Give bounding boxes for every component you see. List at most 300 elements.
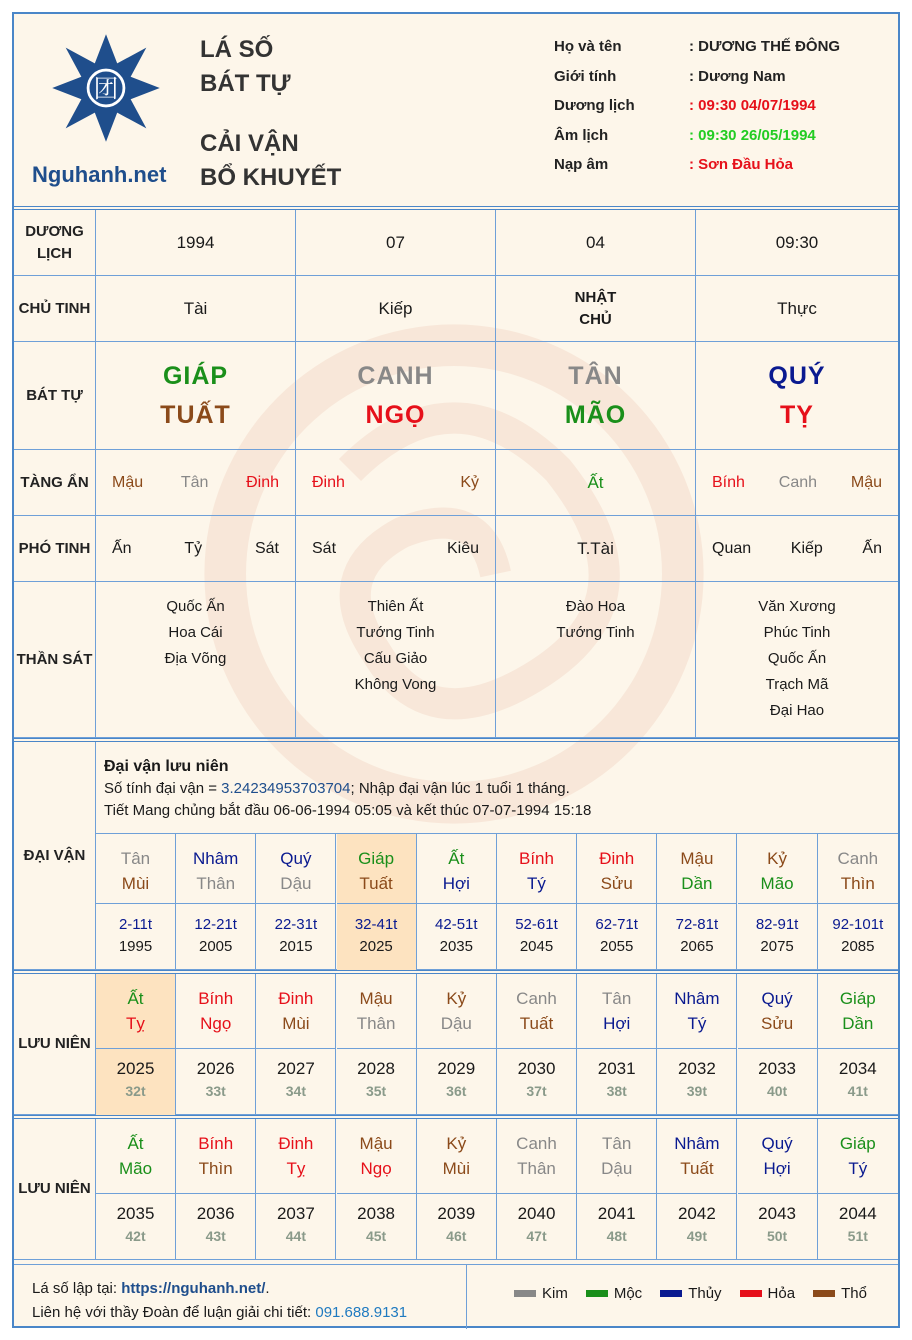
annual-age: 45t <box>365 1228 387 1244</box>
deity-stack <box>165 594 227 672</box>
annual-pillar[interactable] <box>818 1119 898 1260</box>
luck-stem: Tân <box>120 849 151 868</box>
solar-value: 07 <box>296 210 496 275</box>
luck-age: 92-101t <box>832 916 884 933</box>
luck-age: 22-31t <box>274 916 318 933</box>
deity-name: Tướng Tinh <box>356 624 435 641</box>
luck-year: 1995 <box>118 938 153 955</box>
main-star: Kiếp <box>296 276 496 341</box>
title-line-2: BÁT TỰ <box>200 70 291 97</box>
annual-pillar[interactable] <box>176 974 256 1115</box>
annual-age: 35t <box>365 1083 387 1099</box>
annual-divider <box>818 1193 898 1194</box>
annual-divider <box>337 1193 416 1194</box>
line1-value: 3.24234953703704 <box>221 780 351 797</box>
secondary-star: Quan <box>712 539 752 557</box>
row-pho-tinh-label: PHÓ TINH <box>14 516 96 581</box>
annual-pillar[interactable] <box>256 974 336 1115</box>
annual-pillar[interactable] <box>497 974 577 1115</box>
annual-year: 2027 <box>276 1059 315 1078</box>
title-line-4: BỔ KHUYẾT <box>200 164 342 191</box>
annual-age: 46t <box>446 1228 467 1244</box>
deity-list <box>496 582 696 737</box>
row-luu-nien_2 <box>14 1119 898 1260</box>
secondary-star-group <box>296 540 495 558</box>
annual-stem: Giáp <box>839 989 876 1008</box>
annual-stem: Giáp <box>839 1134 876 1153</box>
row-tang-an-label: TÀNG ẨN <box>14 450 96 515</box>
row-luu-nien_1-label: LƯU NIÊN <box>14 974 96 1114</box>
luck-pillar[interactable] <box>337 834 417 904</box>
luck-pillar[interactable] <box>577 834 657 904</box>
annual-age: 41t <box>847 1083 868 1099</box>
annual-pillar[interactable] <box>417 974 497 1115</box>
luck-year: 2085 <box>841 938 875 955</box>
annual-pillar[interactable] <box>738 1119 818 1260</box>
luck-stem: Bính <box>519 849 554 868</box>
annual-stem: Canh <box>516 989 557 1008</box>
annual-branch: Tuất <box>680 1159 714 1178</box>
row-dai-van <box>14 742 898 970</box>
person-info <box>554 38 840 186</box>
luck-year: 2025 <box>359 938 393 955</box>
info-value: : Dương Nam <box>689 67 786 85</box>
luck-stem: Nhâm <box>193 849 239 868</box>
main-star: Tài <box>96 276 296 341</box>
luck-year: 2035 <box>439 938 473 955</box>
annual-divider <box>176 1048 255 1049</box>
deity-name: Đào Hoa <box>565 598 626 615</box>
luck-age: 62-71t <box>595 916 638 933</box>
annual-branch: Ngọ <box>200 1014 232 1033</box>
secondary-stars <box>96 516 296 581</box>
deity-stack <box>355 594 437 698</box>
annual-year: 2043 <box>758 1204 796 1223</box>
annual-stem: Ất <box>127 1134 144 1153</box>
annual-age: 32t <box>125 1083 146 1099</box>
annual-divider <box>657 1048 736 1049</box>
annual-year: 2039 <box>437 1204 476 1223</box>
deity-stack <box>556 594 634 646</box>
luck-branch: Mão <box>760 874 794 893</box>
annual-age: 44t <box>285 1228 306 1244</box>
annual-stem: Bính <box>198 989 234 1008</box>
annual-age: 33t <box>205 1083 226 1099</box>
hidden-stem: Kỷ <box>460 473 479 491</box>
hidden-stem-group <box>296 474 495 492</box>
hidden-stems <box>696 450 898 515</box>
luck-period[interactable] <box>176 904 256 970</box>
horoscope-sheet <box>12 12 900 1328</box>
annual-year: 2031 <box>597 1059 636 1078</box>
annual-age: 37t <box>526 1083 547 1099</box>
annual-branch: Tỵ <box>126 1014 145 1033</box>
annual-age: 39t <box>686 1083 707 1099</box>
luck-pillar[interactable] <box>96 834 176 904</box>
annual-pillar[interactable] <box>657 1119 737 1260</box>
annual-branch: Thân <box>517 1159 556 1178</box>
hidden-stem: Mậu <box>112 473 144 491</box>
row-duong-lich-label: DƯƠNG LỊCH <box>14 210 96 275</box>
annual-stem: Canh <box>516 1134 557 1153</box>
luck-period[interactable] <box>577 904 657 970</box>
legend-label: Mộc <box>613 1285 643 1302</box>
annual-stem: Tân <box>602 989 632 1008</box>
annual-year: 2038 <box>357 1204 395 1223</box>
pillar-cell <box>296 342 496 449</box>
luck-stem: Đinh <box>599 849 635 868</box>
annual-divider <box>577 1193 656 1194</box>
annual-stem: Mậu <box>359 989 393 1008</box>
annual-divider <box>497 1193 576 1194</box>
annual-divider <box>96 1048 175 1049</box>
luck-branch: Dần <box>681 874 713 893</box>
secondary-stars <box>296 516 496 581</box>
annual-branch: Dần <box>842 1014 874 1033</box>
deity-name: Thiên Ất <box>367 598 424 615</box>
annual-divider <box>738 1193 817 1194</box>
annual-age: 43t <box>205 1228 226 1244</box>
row-tang-an <box>14 450 898 516</box>
annual-year: 2036 <box>196 1204 235 1223</box>
luck-age: 42-51t <box>435 916 478 933</box>
row-than-sat-label: THẦN SÁT <box>14 582 96 737</box>
annual-divider <box>818 1048 898 1049</box>
legend-swatch <box>813 1290 835 1297</box>
secondary-stars <box>496 516 696 581</box>
dai-van-header <box>96 742 898 834</box>
earthly-branch: NGỌ <box>365 400 426 429</box>
row-duong-lich <box>14 210 898 276</box>
annual-stem: Nhâm <box>674 1134 720 1153</box>
annual-branch: Dậu <box>601 1159 633 1178</box>
deity-list <box>96 582 296 737</box>
legend-label: Kim <box>542 1285 568 1302</box>
deity-name: Đại Hao <box>769 702 825 719</box>
hidden-stems <box>96 450 296 515</box>
row-pho-tinh <box>14 516 898 582</box>
line1-suffix: ; Nhập đại vận lúc 1 tuổi 1 tháng. <box>350 780 570 797</box>
solar-value: 09:30 <box>775 232 819 252</box>
footer <box>14 1264 898 1328</box>
luck-period[interactable] <box>96 904 176 970</box>
legend-item <box>660 1285 721 1302</box>
heavenly-stem: TÂN <box>568 361 623 390</box>
annual-pillar[interactable] <box>256 1119 336 1260</box>
header <box>14 14 898 204</box>
luck-period[interactable] <box>497 904 577 970</box>
hidden-stem-group <box>96 474 295 492</box>
annual-age: 34t <box>285 1083 306 1099</box>
luck-stem: Giáp <box>358 849 395 868</box>
svg-text:团: 团 <box>93 73 119 103</box>
luck-pillar[interactable] <box>256 834 336 904</box>
solar-value: 04 <box>496 210 696 275</box>
deity-name: Không Vong <box>354 676 437 693</box>
annual-branch: Mùi <box>282 1014 310 1033</box>
hidden-stems <box>496 450 696 515</box>
earthly-branch: TỴ <box>780 400 814 429</box>
heavenly-stem: CANH <box>357 361 434 390</box>
hidden-stem: Đinh <box>246 473 279 491</box>
legend-swatch <box>514 1290 536 1297</box>
deity-name: Cấu Giảo <box>363 650 428 667</box>
info-label: Giới tính <box>554 67 617 85</box>
annual-branch: Tý <box>687 1014 707 1033</box>
row-luu-nien_2-label: LƯU NIÊN <box>14 1119 96 1259</box>
deity-name: Quốc Ấn <box>166 598 225 615</box>
hidden-stem: Tân <box>180 473 209 491</box>
luck-branch: Thân <box>196 874 236 893</box>
annual-pillar[interactable] <box>337 1119 417 1260</box>
legend-swatch <box>660 1290 682 1297</box>
hidden-stem-group <box>696 474 898 492</box>
annual-branch: Tý <box>848 1159 868 1178</box>
annual-divider <box>657 1193 736 1194</box>
annual-age: 40t <box>766 1083 788 1099</box>
deity-name: Địa Võng <box>164 650 227 667</box>
row-dai-van-label: ĐẠI VẬN <box>14 742 96 969</box>
annual-pillar[interactable] <box>738 974 818 1115</box>
luck-stem: Quý <box>280 849 312 868</box>
line1-prefix: Số tính đại vận = <box>104 780 222 797</box>
info-label: Âm lịch <box>554 126 609 144</box>
annual-pillar[interactable] <box>96 1119 176 1260</box>
luck-year: 2005 <box>199 938 233 955</box>
info-row <box>554 38 840 68</box>
deity-name: Phúc Tinh <box>763 624 831 641</box>
annual-branch: Thìn <box>198 1159 233 1178</box>
title-line-1: LÁ SỐ <box>200 36 274 63</box>
info-value: : 09:30 26/05/1994 <box>689 126 816 144</box>
luck-age: 82-91t <box>755 916 799 933</box>
luck-stem: Kỷ <box>767 849 788 868</box>
annual-year: 2029 <box>437 1059 476 1078</box>
luck-pillar[interactable] <box>818 834 898 904</box>
deity-name: Quốc Ấn <box>767 650 827 667</box>
luck-age: 72-81t <box>675 916 719 933</box>
info-label: Dương lịch <box>554 97 635 114</box>
luck-branch: Dậu <box>280 874 312 893</box>
luck-branch: Sửu <box>600 874 633 893</box>
luck-branch: Thìn <box>840 874 875 893</box>
footer-divider <box>466 1265 467 1329</box>
annual-branch: Thân <box>356 1014 396 1033</box>
annual-stem: Quý <box>761 1134 793 1153</box>
secondary-star: Tỷ <box>184 539 203 557</box>
section-divider <box>14 1115 898 1119</box>
luck-stem: Canh <box>837 849 879 868</box>
info-value: : Sơn Đầu Hỏa <box>689 156 794 173</box>
annual-pillar[interactable] <box>657 974 737 1115</box>
annual-branch: Mùi <box>442 1159 470 1178</box>
heavenly-stem: GIÁP <box>162 361 229 390</box>
annual-pillar[interactable] <box>96 974 176 1115</box>
annual-divider <box>96 1193 175 1194</box>
luck-period[interactable] <box>417 904 497 970</box>
luck-pillar[interactable] <box>176 834 256 904</box>
luck-pillar[interactable] <box>657 834 737 904</box>
legend-item <box>813 1285 867 1302</box>
luck-year: 2045 <box>519 938 554 955</box>
annual-stem: Ất <box>127 989 144 1008</box>
legend-swatch <box>740 1290 762 1297</box>
solar-value: 1994 <box>96 210 296 275</box>
secondary-star: Sát <box>254 539 279 557</box>
brand-name: Nguhanh.net <box>32 162 167 187</box>
deity-list <box>296 582 496 737</box>
annual-age: 50t <box>766 1228 788 1244</box>
deity-stack <box>758 594 835 724</box>
annual-stem: Nhâm <box>674 989 720 1008</box>
annual-pillar[interactable] <box>818 974 898 1115</box>
legend-label: Thủy <box>688 1285 722 1302</box>
annual-pillar[interactable] <box>577 974 657 1115</box>
annual-branch: Hợi <box>763 1159 791 1178</box>
phone-link[interactable]: 091.688.9131 <box>315 1304 408 1321</box>
annual-year: 2041 <box>597 1204 636 1223</box>
hidden-stem: Canh <box>778 473 818 491</box>
annual-divider <box>256 1048 335 1049</box>
luck-pillar[interactable] <box>417 834 497 904</box>
luck-period[interactable] <box>337 904 417 970</box>
info-value: : DƯƠNG THẾ ĐÔNG <box>689 38 841 55</box>
hidden-stem: Bính <box>712 473 745 491</box>
legend-item <box>514 1285 568 1302</box>
hidden-stem: Mậu <box>850 473 882 491</box>
hidden-stems <box>296 450 496 515</box>
pillar-cell <box>696 342 898 449</box>
luck-period[interactable] <box>738 904 818 970</box>
secondary-star-group <box>577 539 614 559</box>
footer-suffix: . <box>265 1280 270 1297</box>
row-than-sat <box>14 582 898 738</box>
annual-branch: Tuất <box>519 1014 554 1033</box>
row-chu-tinh-label: CHỦ TINH <box>14 276 96 341</box>
annual-branch: Sửu <box>761 1014 794 1033</box>
luck-branch: Tuất <box>359 874 393 893</box>
info-row <box>554 127 840 157</box>
secondary-star: T.Tài <box>577 538 614 558</box>
legend-item <box>740 1285 796 1302</box>
annual-divider <box>497 1048 576 1049</box>
annual-year: 2042 <box>677 1204 716 1223</box>
annual-stem: Quý <box>761 989 793 1008</box>
luck-year: 2065 <box>680 938 714 955</box>
luck-period[interactable] <box>256 904 336 970</box>
annual-stem: Đinh <box>278 1134 314 1153</box>
pillar-cell <box>496 342 696 449</box>
deity-name: Trạch Mã <box>765 676 829 693</box>
annual-divider <box>256 1193 335 1194</box>
annual-branch: Tỵ <box>286 1159 306 1178</box>
annual-stem: Mậu <box>359 1134 393 1153</box>
pillar-cell <box>96 342 296 449</box>
dai-van-line-2: Tiết Mang chủng bắt đầu 06-06-1994 05:05 và kết thúc 07-07-1994 15:18 <box>104 802 592 819</box>
luck-pillar[interactable] <box>738 834 818 904</box>
annual-pillar[interactable] <box>497 1119 577 1260</box>
annual-age: 49t <box>686 1228 707 1244</box>
annual-branch: Mão <box>118 1159 153 1178</box>
annual-stem: Kỷ <box>446 1134 467 1153</box>
secondary-star: Kiêu <box>446 539 479 557</box>
luck-period[interactable] <box>657 904 737 970</box>
main-star: Thực <box>777 298 817 318</box>
legend-label: Thổ <box>841 1285 867 1302</box>
annual-divider <box>417 1048 496 1049</box>
luck-age: 2-11t <box>118 916 153 933</box>
annual-branch: Ngọ <box>360 1159 392 1178</box>
luck-age: 12-21t <box>194 916 237 933</box>
legend-label: Hỏa <box>767 1285 796 1302</box>
annual-branch: Dậu <box>440 1014 472 1033</box>
earthly-branch: MÃO <box>564 400 627 429</box>
luck-branch: Tý <box>527 874 546 893</box>
footer-prefix: Lá số lập tại: <box>32 1280 122 1297</box>
annual-age: 36t <box>446 1083 467 1099</box>
secondary-star-group <box>96 540 295 558</box>
annual-year: 2044 <box>838 1204 877 1223</box>
info-value: : 09:30 04/07/1994 <box>689 97 816 114</box>
main-star: NHẬT CHỦ <box>496 276 696 341</box>
annual-stem: Kỷ <box>446 989 467 1008</box>
annual-branch: Hợi <box>603 1014 631 1033</box>
dai-van-line-1 <box>104 778 890 800</box>
contact-prefix: Liên hệ với thầy Đoàn để luận giải chi tiết: <box>32 1304 316 1321</box>
annual-divider <box>337 1048 416 1049</box>
luck-age: 52-61t <box>515 916 558 933</box>
annual-divider <box>417 1193 496 1194</box>
annual-pillar[interactable] <box>337 974 417 1115</box>
secondary-stars <box>696 516 898 581</box>
dai-van-heading: Đại vận lưu niên <box>104 758 229 775</box>
secondary-star-group <box>696 540 898 558</box>
hidden-stem: Đinh <box>312 473 345 491</box>
annual-pillar[interactable] <box>176 1119 256 1260</box>
star-logo-icon <box>50 32 162 144</box>
info-row <box>554 68 840 98</box>
deity-name: Tướng Tinh <box>556 624 635 641</box>
annual-age: 38t <box>606 1083 627 1099</box>
annual-pillar[interactable] <box>577 1119 657 1260</box>
row-luu-nien_1 <box>14 974 898 1115</box>
hidden-stem: Ất <box>587 472 604 492</box>
luck-age: 32-41t <box>354 916 398 933</box>
annual-year: 2033 <box>758 1059 796 1078</box>
luck-stem: Mậu <box>680 849 714 868</box>
luck-branch: Hợi <box>442 874 470 893</box>
luck-pillar[interactable] <box>497 834 577 904</box>
title-line-3: CẢI VẬN <box>200 130 299 157</box>
luck-period[interactable] <box>818 904 898 970</box>
annual-divider <box>738 1048 817 1049</box>
annual-pillar[interactable] <box>417 1119 497 1260</box>
annual-year: 2032 <box>677 1059 716 1078</box>
site-link[interactable]: https://nguhanh.net/ <box>121 1280 266 1297</box>
earthly-branch: TUẤT <box>160 400 231 429</box>
annual-stem: Bính <box>198 1134 234 1153</box>
annual-year: 2035 <box>116 1204 155 1223</box>
luck-year: 2015 <box>279 938 313 955</box>
info-label: Họ và tên <box>554 38 622 55</box>
row-bat-tu-label: BÁT TỰ <box>14 342 96 449</box>
element-legend <box>514 1285 867 1302</box>
secondary-star: Sát <box>312 539 337 557</box>
section-divider <box>14 970 898 974</box>
hidden-stem-group <box>587 473 603 493</box>
row-chu-tinh <box>14 276 898 342</box>
annual-age: 48t <box>606 1228 627 1244</box>
